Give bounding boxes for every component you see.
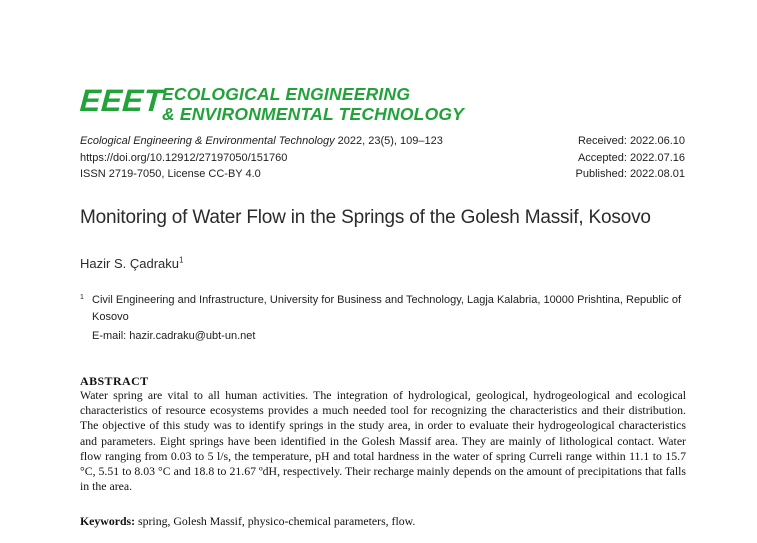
- issn-license: ISSN 2719-7050, License CC-BY 4.0: [80, 168, 261, 180]
- accepted-date: Accepted: 2022.07.16: [577, 151, 685, 164]
- eeet-logo-mark: EEET: [78, 83, 165, 118]
- journal-issue: 2022, 23(5), 109–123: [334, 135, 443, 147]
- author-name: Hazir S. Çadraku: [80, 256, 179, 271]
- article-title: Monitoring of Water Flow in the Springs of the Golesh Massif, Kosovo: [80, 207, 651, 228]
- keywords-label: Keywords:: [80, 514, 136, 528]
- logo-line-2: & ENVIRONMENTAL TECHNOLOGY: [162, 104, 465, 124]
- author-line: [80, 255, 183, 273]
- affiliation-text: Civil Engineering and Infrastructure, University for Business and Technology, Lagja Kalabria, 10000 Prishtina, Republic of Kosovo: [92, 294, 682, 323]
- citation-block: [80, 133, 443, 183]
- journal-logo-text: [162, 84, 464, 124]
- affiliation: [80, 292, 700, 325]
- journal-name: Ecological Engineering & Environmental Technology: [80, 135, 335, 147]
- abstract-text: Water spring are vital to all human activities. The integration of hydrological, geological, hydrogeological and ecological characteristics of resource ecosystems provides a much needed tool for recognizing the characteristics and their distribution. The objective of this study was to identify springs in the study area, in order to evaluate their hydrogeological characteristics and parameters. Eight springs have been identified in the Golesh Massif area. They are mainly of lithological contact. Water flow ranging from 0.03 to 5 l/s, the temperature, pH and total hardness in the water of spring Curreli range within 11.1 to 15.7 °C, 5.51 to 8.03 °C and 18.8 to 21.67 ºdH, respectively. Their recharge mainly depends on the amount of precipitations that falls in the area.: [80, 388, 686, 494]
- doi-link[interactable]: https://doi.org/10.12912/27197050/151760: [80, 151, 288, 164]
- dates-block: [576, 133, 685, 183]
- author-affiliation-marker: 1: [178, 255, 184, 265]
- keywords-text: spring, Golesh Massif, physico-chemical parameters, flow.: [135, 514, 416, 528]
- abstract-heading: ABSTRACT: [80, 374, 149, 388]
- author-email[interactable]: E-mail: hazir.cadraku@ubt-un.net: [92, 330, 256, 342]
- received-date: Received: 2022.06.10: [577, 135, 685, 147]
- published-date: Published: 2022.08.01: [575, 168, 685, 180]
- logo-line-1: ECOLOGICAL ENGINEERING: [162, 84, 411, 104]
- journal-citation: [80, 133, 443, 150]
- affiliation-number: 1: [80, 294, 84, 301]
- keywords: [80, 514, 686, 529]
